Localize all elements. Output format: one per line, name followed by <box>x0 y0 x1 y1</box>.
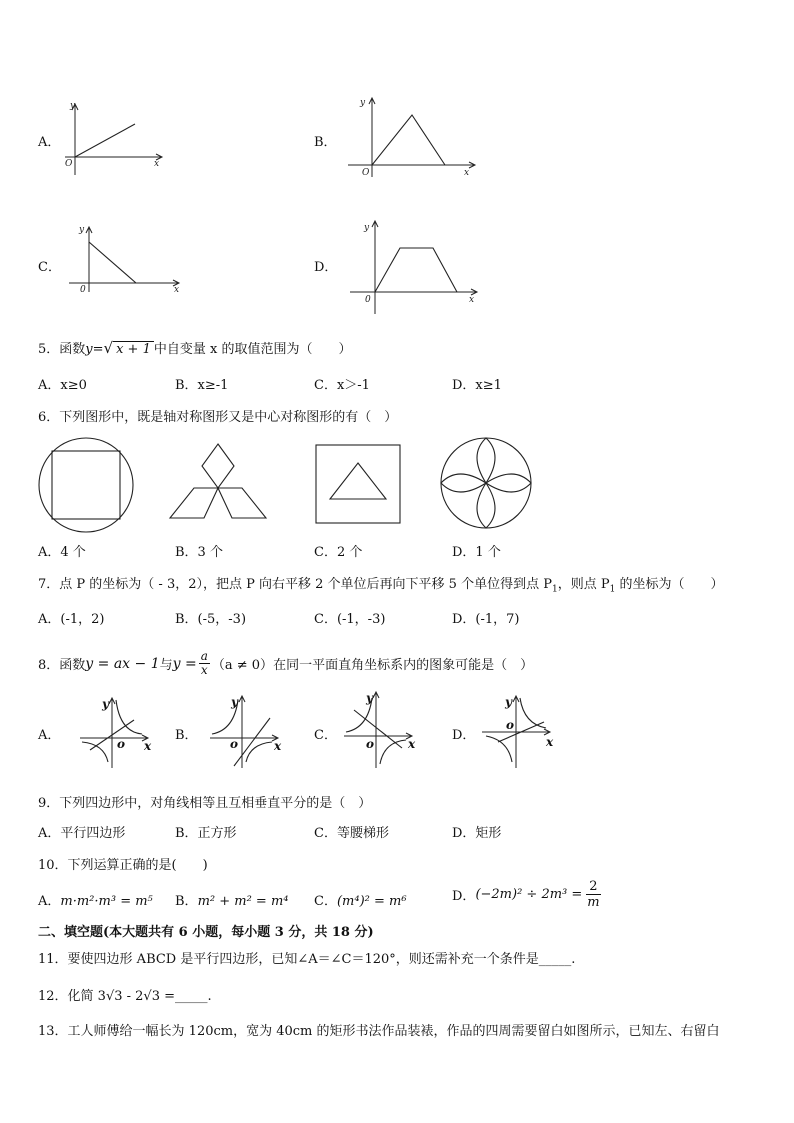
y-axis-label: y <box>360 98 366 108</box>
q10-stem: 10．下列运算正确的是( ) <box>38 858 208 873</box>
origin-label: 0 <box>365 295 371 305</box>
q11-text: 11．要使四边形 ABCD 是平行四边形，已知∠A＝∠C＝120°，则还需补充一个条件是_____. <box>38 952 576 967</box>
x-axis-label: x <box>144 739 152 753</box>
q7-option-a[interactable]: A．(-1，2) <box>38 612 105 627</box>
q7-stem-pre: 7．点 P 的坐标为（ - 3，2），把点 P 向右平移 2 个单位后再向下平移 5 个单位得到点 P <box>38 577 552 592</box>
q8-fraction <box>199 650 210 677</box>
option-letter: B． <box>175 728 198 743</box>
frac-num: 2 <box>586 879 600 895</box>
x-axis-label: x <box>546 735 554 749</box>
q10-option-b[interactable] <box>175 890 289 909</box>
q10-option-c[interactable] <box>314 890 407 909</box>
q5-formula-lhs: y= <box>85 342 104 357</box>
q8-graph-d <box>478 692 558 770</box>
option-fraction <box>586 879 600 910</box>
x-axis-label: x <box>408 737 416 751</box>
q7-sub1: 1 <box>551 584 558 595</box>
option-expr: m·m²·m³ = m⁵ <box>60 894 153 909</box>
q10-option-d[interactable] <box>452 879 601 910</box>
q7-sub2: 1 <box>609 584 616 595</box>
q8-frac-den: x <box>200 663 208 677</box>
section-title: 二、填空题(本大题共有 6 小题，每小题 3 分，共 18 分) <box>38 925 374 940</box>
q5-option-d[interactable]: D．x≥1 <box>452 378 502 393</box>
q7-option-b[interactable]: B．(-5，-3) <box>175 612 247 627</box>
x-axis-label: x <box>274 739 282 753</box>
q8-stem-pre: 8．函数 <box>38 658 86 673</box>
y-axis-label: y <box>505 695 512 709</box>
q4-graph-a <box>60 100 170 180</box>
q7-option-d[interactable]: D．(-1，7) <box>452 612 520 627</box>
option-expr: m² + m² = m⁴ <box>197 894 289 909</box>
q6-option-d[interactable]: D．1 个 <box>452 545 501 560</box>
origin-label: o <box>366 737 375 751</box>
y-axis-label: y <box>70 101 76 111</box>
x-axis-label: x <box>154 159 160 169</box>
q6-option-c[interactable]: C．2 个 <box>314 545 363 560</box>
q5-stem-pre: 5．函数 <box>38 342 86 357</box>
q7-option-c[interactable]: C．(-1，-3) <box>314 612 386 627</box>
option-letter: A． <box>38 894 61 909</box>
q4-graph-d <box>345 218 485 318</box>
origin-label: 0 <box>80 285 86 295</box>
q6-figure-three-rhombi <box>168 440 268 525</box>
sqrt-sign: √ <box>103 339 114 357</box>
q8-frac-num: a <box>200 649 208 663</box>
option-expr: (−2m)² ÷ 2m³ = <box>475 887 583 902</box>
q5-option-c[interactable]: C．x＞-1 <box>314 378 370 393</box>
q8-stem-post: 在同一平面直角坐标系内的图象可能是（ ） <box>273 658 534 673</box>
q4-graph-b <box>340 95 480 185</box>
y-axis-label: y <box>364 223 370 233</box>
y-axis-label: y <box>231 695 238 709</box>
q5-option-b[interactable]: B．x≥-1 <box>175 378 229 393</box>
q8-graph-a <box>76 692 158 770</box>
q10-option-a[interactable] <box>38 890 153 909</box>
option-letter: D． <box>452 728 476 743</box>
q6-option-a[interactable]: A．4 个 <box>38 545 86 560</box>
q9-stem: 9．下列四边形中，对角线相等且互相垂直平分的是（ ） <box>38 796 372 811</box>
option-letter: B． <box>175 894 198 909</box>
q7-stem-post: 的坐标为（ ） <box>615 577 724 592</box>
y-axis-label: y <box>102 697 109 711</box>
x-axis-label: x <box>464 168 470 178</box>
option-letter: D． <box>452 889 476 904</box>
q8-graph-c <box>342 688 422 772</box>
option-letter: C． <box>314 728 337 743</box>
origin-label: O <box>362 168 370 178</box>
q8-mid: 与 <box>159 658 173 673</box>
option-letter: C． <box>38 260 61 275</box>
q5-radicand: x + 1 <box>113 341 154 357</box>
q9-option-c[interactable]: C．等腰梯形 <box>314 826 389 841</box>
y-axis-label: y <box>79 225 85 235</box>
q9-option-a[interactable]: A．平行四边形 <box>38 826 126 841</box>
q6-stem: 6．下列图形中，既是轴对称图形又是中心对称图形的有（ ） <box>38 410 398 425</box>
x-axis-label: x <box>174 285 180 295</box>
q6-figure-circle-square <box>36 435 136 535</box>
q8-graph-b <box>206 692 288 770</box>
option-letter: D． <box>314 260 338 275</box>
origin-label: o <box>117 737 126 751</box>
option-letter: A． <box>38 135 61 150</box>
q8-condition: （a ≠ 0） <box>211 658 274 673</box>
q6-figure-square-triangle <box>314 443 404 525</box>
q7-stem-mid: ，则点 P <box>557 577 610 592</box>
q7-stem <box>38 573 723 595</box>
origin-label: o <box>230 737 239 751</box>
q5-stem <box>38 338 351 357</box>
origin-label: O <box>65 159 73 169</box>
origin-label: o <box>506 718 515 732</box>
q8-formula2-lhs: y = <box>172 655 197 672</box>
q13-text: 13．工人师傅给一幅长为 120cm，宽为 40cm 的矩形书法作品装裱，作品的四周需要留白如图所示，已知左、右留白 <box>38 1024 720 1039</box>
q8-formula1: y = ax − 1 <box>85 655 160 672</box>
q5-option-a[interactable]: A．x≥0 <box>38 378 87 393</box>
x-axis-label: x <box>469 295 475 305</box>
frac-den: m <box>587 895 600 910</box>
option-letter: A． <box>38 728 61 743</box>
q12-text: 12．化简 3√3 - 2√3 =_____. <box>38 989 212 1004</box>
q8-stem <box>38 650 533 677</box>
option-expr: (m⁴)² = m⁶ <box>336 894 407 909</box>
y-axis-label: y <box>366 691 373 705</box>
q9-option-b[interactable]: B．正方形 <box>175 826 237 841</box>
q4-graph-c <box>66 222 186 297</box>
option-letter: C． <box>314 894 337 909</box>
option-letter: B． <box>314 135 337 150</box>
q6-figure-circle-petals <box>438 435 534 531</box>
q6-option-b[interactable]: B．3 个 <box>175 545 223 560</box>
q5-stem-post: 中自变量 x 的取值范围为（ ） <box>153 342 352 357</box>
q9-option-d[interactable]: D．矩形 <box>452 826 502 841</box>
